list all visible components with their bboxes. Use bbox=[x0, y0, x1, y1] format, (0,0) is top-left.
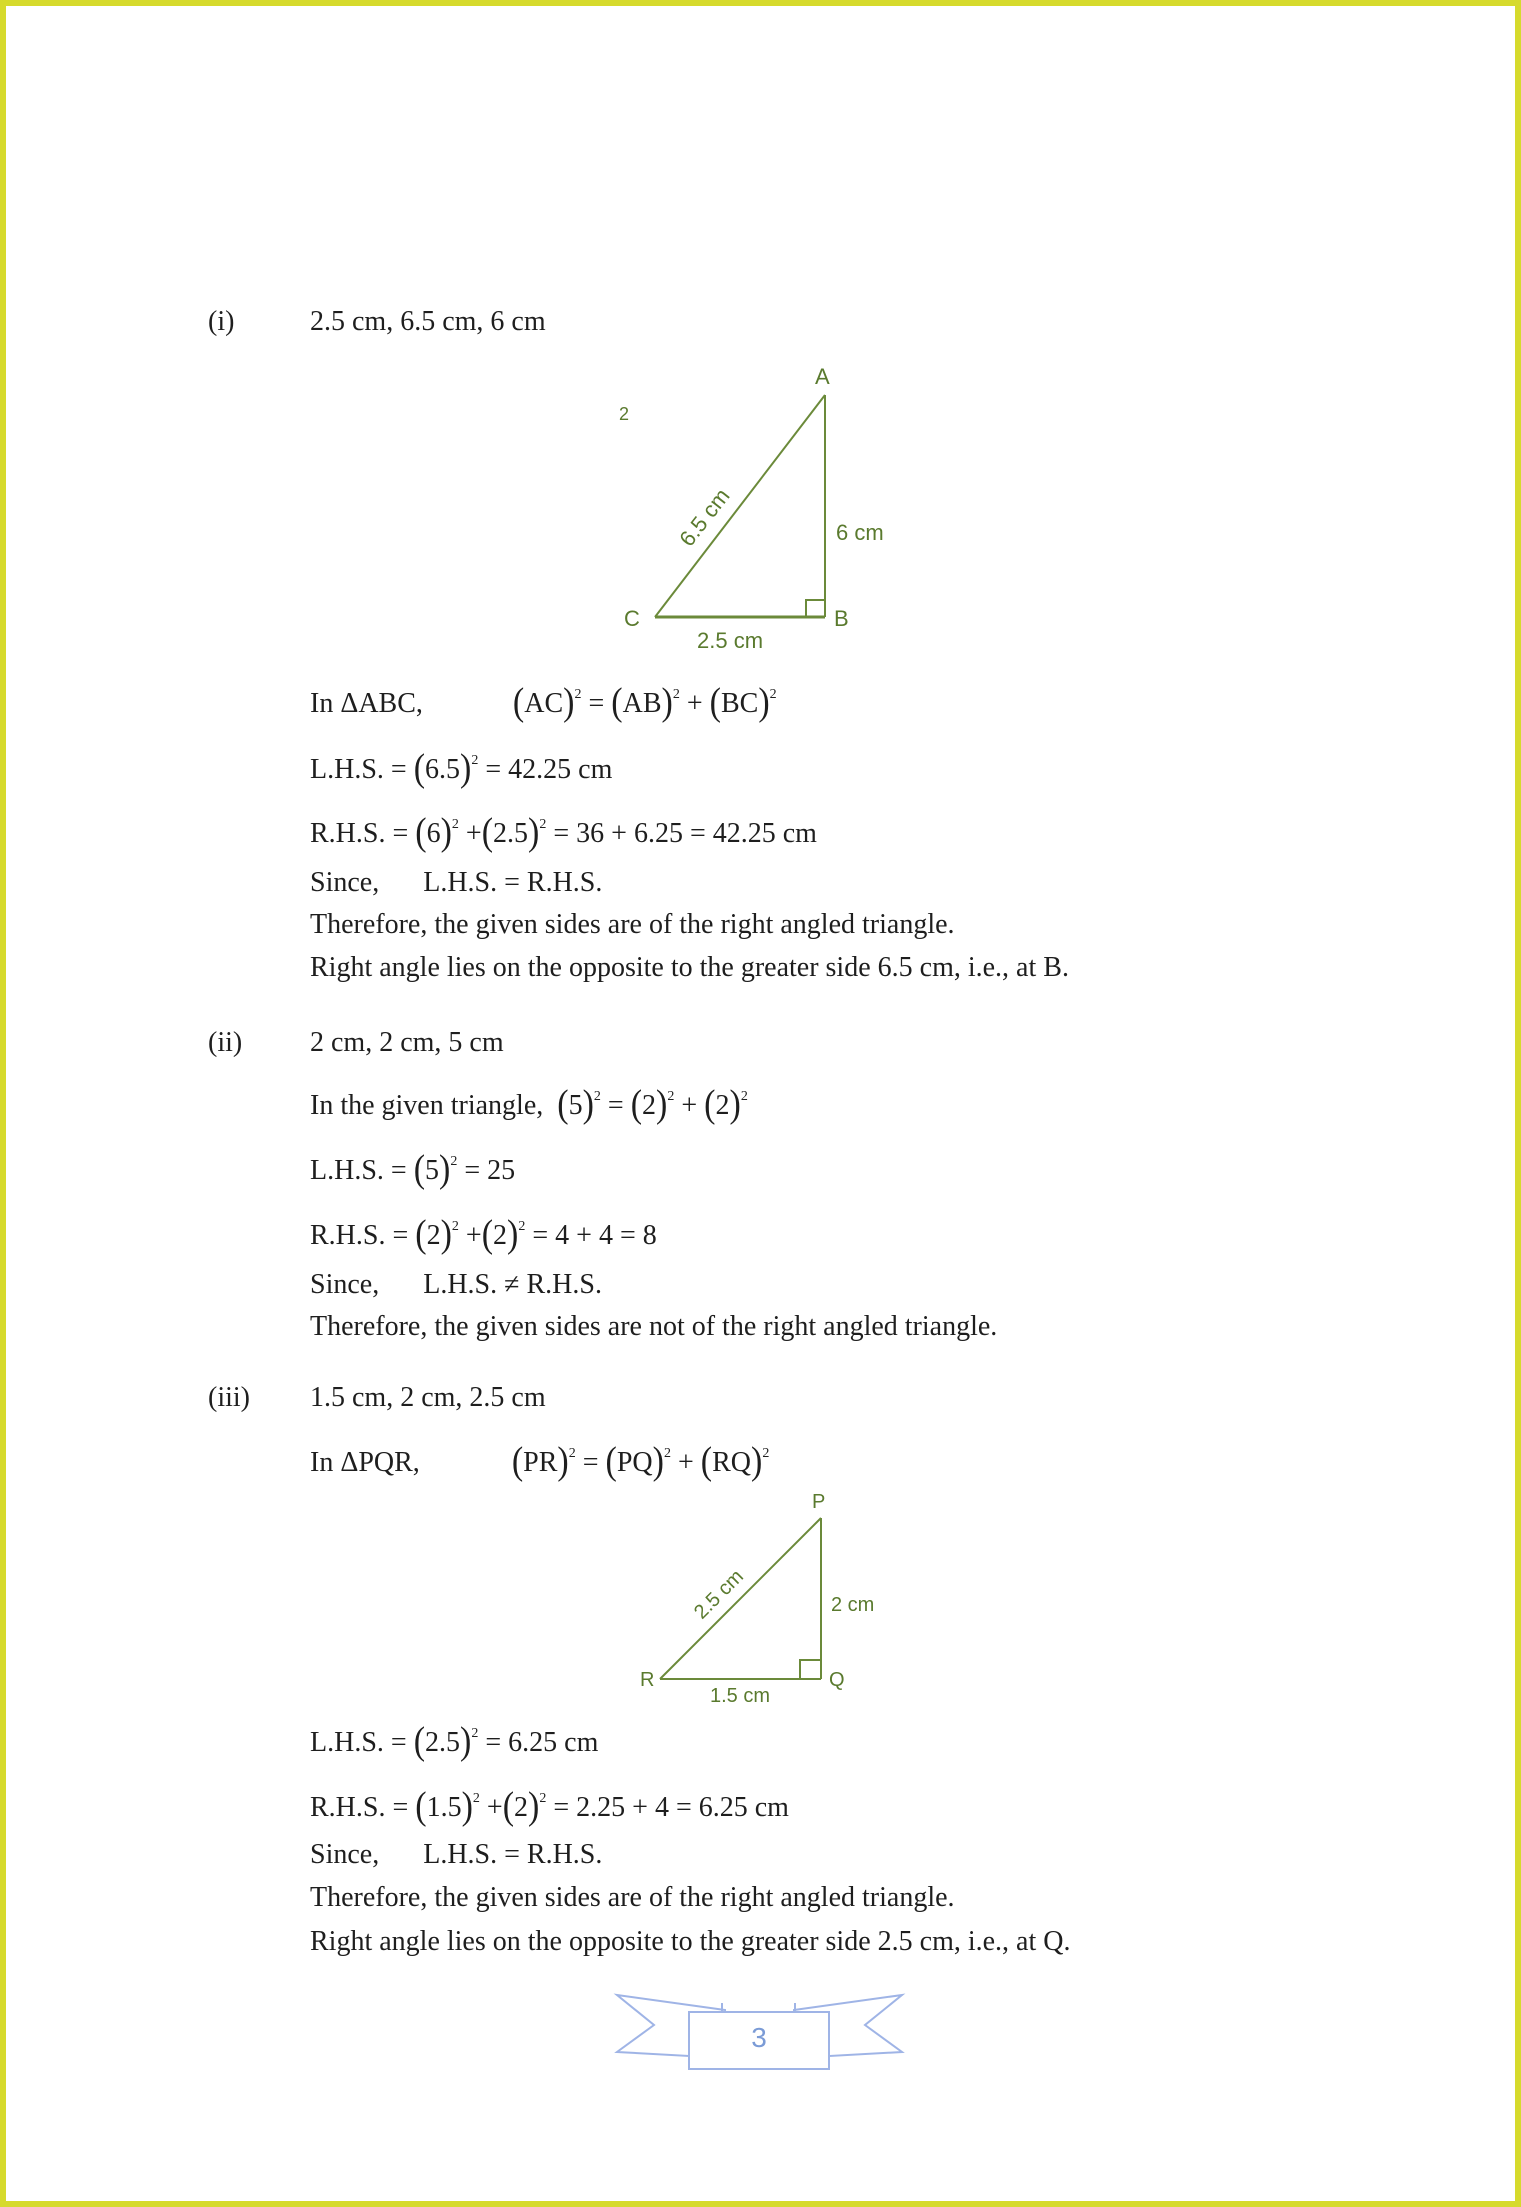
side-ab-label: 6 cm bbox=[836, 520, 884, 545]
given-sides-i: 2.5 cm, 6.5 cm, 6 cm bbox=[310, 306, 546, 337]
statement-ii: In the given triangle, $(5)^2 = (2)^2 + (2)^2$ bbox=[310, 1083, 748, 1126]
side-pr-label: 2.5 cm bbox=[689, 1565, 748, 1624]
statement-iii: In ΔPQR, (PR)$^2$ = (PQ)$^2$ + (RQ)$^2$ bbox=[310, 1440, 770, 1483]
section-marker-iii: (iii) bbox=[208, 1382, 250, 1413]
conclusion-iii: Therefore, the given sides are of the right angled triangle. bbox=[310, 1882, 955, 1913]
lhs-equation-ii: L.H.S. = $(5)^2 = 25$ bbox=[310, 1148, 516, 1191]
vertex-p-label: P bbox=[812, 1491, 826, 1513]
rhs-equation-i: R.H.S. = $(6)^2 +(2.5)^2 = 36 + 6.25 = 42.25$ cm bbox=[310, 811, 817, 854]
side-bc-label: 2.5 cm bbox=[697, 628, 764, 653]
vertex-q-label: Q bbox=[829, 1669, 845, 1691]
since-line-ii: Since, L.H.S. ≠ R.H.S. bbox=[310, 1269, 602, 1300]
statement-i: In ΔABC, (AC)$^2$ = (AB)$^2$ + (BC)$^2$ bbox=[310, 681, 777, 724]
vertex-c-label: C bbox=[624, 606, 640, 631]
vertex-r-label: R bbox=[640, 1669, 655, 1691]
vertex-b-label: B bbox=[834, 606, 849, 631]
section-marker-ii: (ii) bbox=[208, 1027, 243, 1058]
conclusion-i: Therefore, the given sides are of the right angled triangle. bbox=[310, 909, 955, 940]
right-angle-note-i: Right angle lies on the opposite to the greater side 6.5 cm, i.e., at B. bbox=[310, 952, 1069, 983]
lhs-equation-iii: L.H.S. = $(2.5)^2 = 6.25$ cm bbox=[310, 1720, 599, 1763]
right-angle-note-iii: Right angle lies on the opposite to the greater side 2.5 cm, i.e., at Q. bbox=[310, 1926, 1071, 1957]
given-sides-iii: 1.5 cm, 2 cm, 2.5 cm bbox=[310, 1382, 546, 1413]
statement-prefix: In ΔABC, bbox=[310, 688, 423, 719]
since-line-i: Since, L.H.S. = R.H.S. bbox=[310, 867, 603, 898]
conclusion-ii: Therefore, the given sides are not of the right angled triangle. bbox=[310, 1311, 998, 1342]
page-number: 3 bbox=[751, 2022, 767, 2053]
section-marker-i: (i) bbox=[208, 306, 235, 337]
lhs-equation-i: L.H.S. = $(6.5)^2 = 42.25$ cm bbox=[310, 747, 613, 790]
since-line-iii: Since, L.H.S. = R.H.S. bbox=[310, 1839, 603, 1870]
rhs-equation-ii: R.H.S. = $(2)^2 +(2)^2 = 4 + 4 = 8$ bbox=[310, 1213, 657, 1256]
vertex-a-label: A bbox=[815, 364, 830, 389]
side-ac-label: 6.5 cm bbox=[674, 483, 735, 552]
side-pq-label: 2 cm bbox=[831, 1594, 875, 1616]
rhs-equation-iii: R.H.S. = $(1.5)^2 +(2)^2 = 2.25 + 4 = 6.25$ cm bbox=[310, 1785, 789, 1828]
given-sides-ii: 2 cm, 2 cm, 5 cm bbox=[310, 1027, 504, 1058]
stray-mark: 2 bbox=[619, 404, 630, 424]
side-rq-label: 1.5 cm bbox=[710, 1685, 771, 1707]
